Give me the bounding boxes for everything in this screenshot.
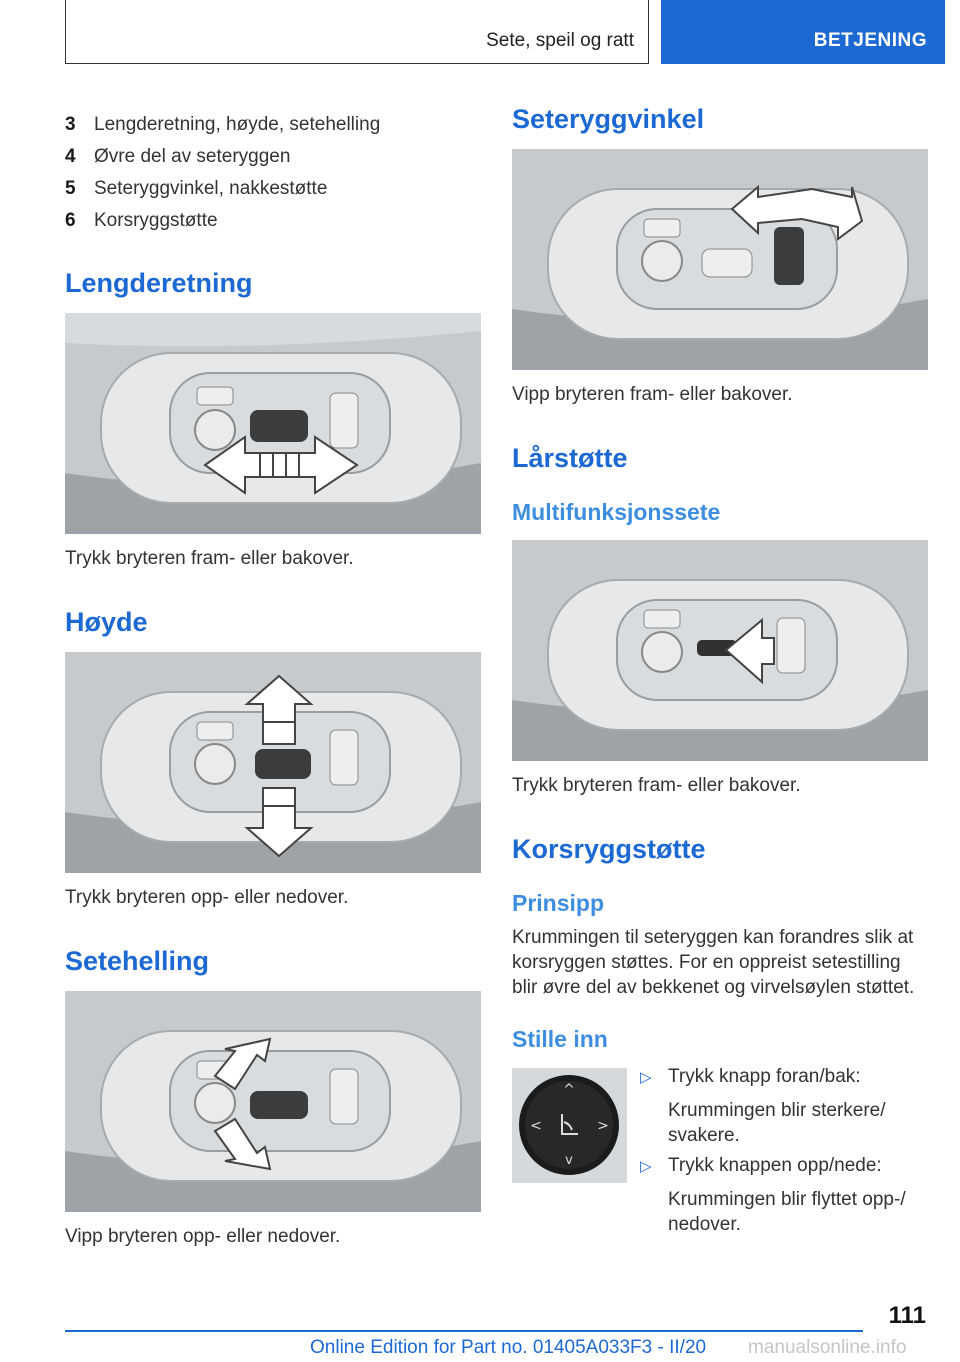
principle-text: Krummingen til seteryggen kan forandres slik at korsryggen støttes. For en oppreist setestilling blir øvre del av bekkenet og virvelsøylen støttet. bbox=[512, 927, 915, 998]
bullet-subtext: Krummingen blir sterkere/ svakere. bbox=[668, 1100, 886, 1146]
item-text: Øvre del av seteryggen bbox=[94, 146, 291, 167]
item-text: Seteryggvinkel, nakkestøtte bbox=[94, 178, 328, 199]
item-text: Korsryggstøtte bbox=[94, 210, 218, 231]
subheading-multifunction: Multifunksjonssete bbox=[512, 499, 721, 525]
caption-tilt: Vipp bryteren opp- eller nedover. bbox=[65, 1226, 341, 1247]
page-number: 111 bbox=[888, 1302, 926, 1329]
item-number: 3 bbox=[65, 114, 76, 135]
heading-length: Lengderetning bbox=[65, 268, 253, 298]
footer-edition: Online Edition for Part no. 01405A033F3 - II/20 bbox=[310, 1337, 707, 1358]
seat-switch-tilt-image bbox=[65, 991, 481, 1212]
svg-text:v: v bbox=[565, 1153, 573, 1168]
seat-switch-height-image bbox=[65, 652, 481, 873]
header-section-box bbox=[65, 0, 649, 64]
bullet-text: Trykk knappen opp/nede: bbox=[668, 1155, 882, 1176]
subheading-adjust: Stille inn bbox=[512, 1026, 608, 1052]
heading-thigh: Lårstøtte bbox=[512, 443, 628, 473]
subheading-principle: Prinsipp bbox=[512, 890, 605, 916]
seat-switch-backrest-image bbox=[512, 149, 928, 370]
header-section-title: Sete, speil og ratt bbox=[486, 30, 634, 51]
triangle-bullet-icon: ▷ bbox=[640, 1158, 652, 1175]
bullet-text: Trykk knapp foran/bak: bbox=[668, 1066, 861, 1087]
triangle-bullet-icon: ▷ bbox=[640, 1069, 652, 1086]
seat-switch-thigh-image bbox=[512, 540, 928, 761]
caption-thigh: Trykk bryteren fram- eller bakover. bbox=[512, 775, 801, 796]
header-chapter-tab bbox=[661, 0, 945, 64]
lumbar-control-image bbox=[512, 1068, 627, 1183]
svg-text:>: > bbox=[597, 1118, 609, 1134]
item-number: 5 bbox=[65, 178, 76, 199]
heading-tilt: Setehelling bbox=[65, 946, 210, 976]
bullet-subtext: Krummingen blir flyttet opp-/ nedover. bbox=[668, 1189, 906, 1235]
caption-backrest: Vipp bryteren fram- eller bakover. bbox=[512, 384, 793, 405]
heading-lumbar: Korsryggstøtte bbox=[512, 834, 706, 864]
footer-watermark: manualsonline.info bbox=[748, 1337, 907, 1358]
svg-text:^: ^ bbox=[563, 1082, 575, 1098]
item-text: Lengderetning, høyde, setehelling bbox=[94, 114, 381, 135]
heading-backrest: Seteryggvinkel bbox=[512, 104, 705, 134]
caption-height: Trykk bryteren opp- eller nedover. bbox=[65, 887, 349, 908]
caption-length: Trykk bryteren fram- eller bakover. bbox=[65, 548, 354, 569]
heading-height: Høyde bbox=[65, 607, 148, 637]
item-number: 4 bbox=[65, 146, 76, 167]
seat-switch-length-image bbox=[65, 313, 481, 534]
header-chapter-title: BETJENING bbox=[813, 30, 927, 51]
item-number: 6 bbox=[65, 210, 76, 231]
svg-text:<: < bbox=[530, 1118, 542, 1134]
footer-divider bbox=[65, 1330, 863, 1332]
